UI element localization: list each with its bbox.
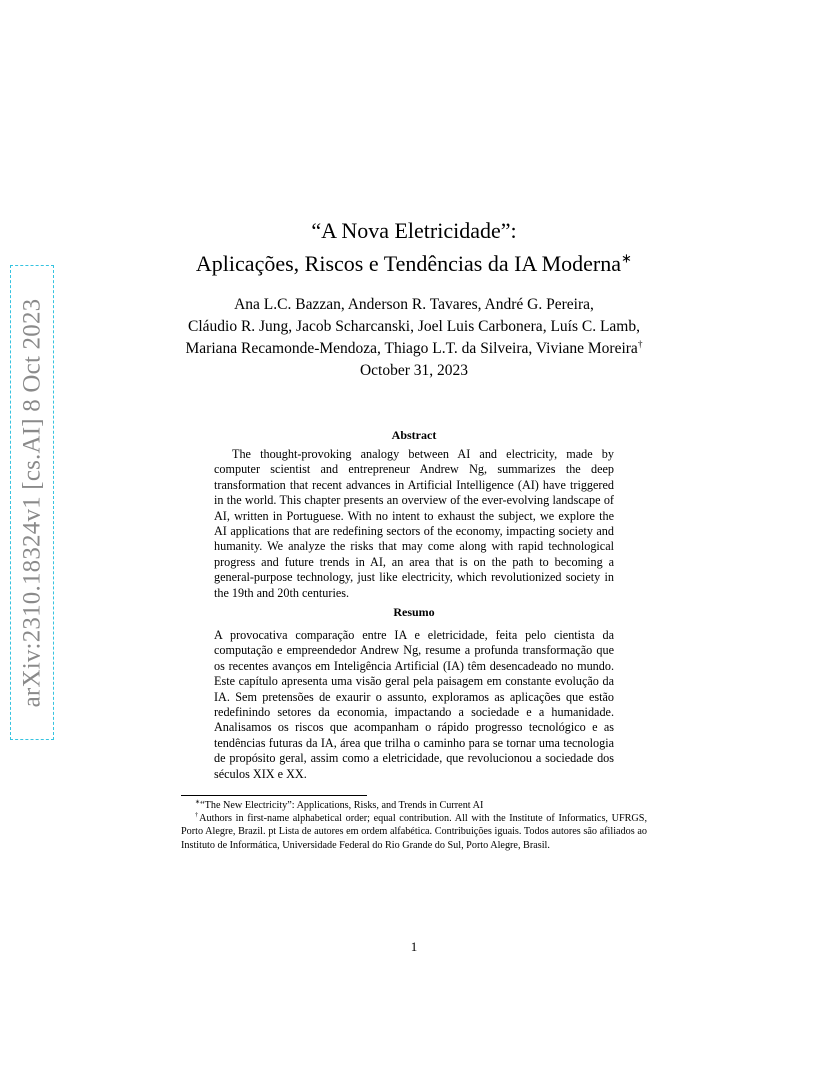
author-line-2: Cláudio R. Jung, Jacob Scharcanski, Joel Luis Carbonera, Luís C. Lamb, bbox=[187, 318, 640, 335]
title-footnote-mark: ∗ bbox=[621, 250, 633, 266]
author-line-3-text: Mariana Recamonde-Mendoza, Thiago L.T. da Silveira, Viviane Moreira bbox=[185, 340, 638, 357]
resumo-heading: Resumo bbox=[393, 605, 435, 619]
footnote-2-text: Authors in first-name alphabetical order; equal contribution. All with the Institute of Informatics, UFRGS, Porto Alegre, Brazil. pt Lista de autores em ordem alfabética. Contribuições iguais. Todos autores são afiliados ao Instituto de Informática, Universidade Federal do Rio Grande do Sul, Porto Alegre, Brasil. bbox=[181, 813, 647, 851]
footnotes bbox=[181, 799, 647, 852]
footnote-2 bbox=[181, 812, 647, 852]
footnote-2-mark: † bbox=[195, 812, 200, 819]
author-line-1: Ana L.C. Bazzan, Anderson R. Tavares, André G. Pereira, bbox=[234, 296, 594, 313]
author-line-3 bbox=[150, 338, 678, 360]
abstract-text: The thought-provoking analogy between AI and electricity, made by computer scientist and entrepreneur Andrew Ng, summarizes the deep transformation that recent advances in Artificial Intelligence (AI) have triggered in the world. This chapter presents an overview of the ever-evolving landscape of AI, written in Portuguese. With no intent to exhaust the subject, we explore the AI applications that are redefining sectors of the economy, impacting society and humanity. We analyze the risks that may come along with rapid technological progress and future trends in AI, an area that is on the path to becoming a general-purpose technology, just like electricity, which revolutionized society in the 19th and 20th centuries. bbox=[214, 447, 614, 600]
author-footnote-mark: † bbox=[637, 339, 643, 350]
paper-date: October 31, 2023 bbox=[359, 362, 469, 379]
paper-title bbox=[150, 214, 678, 280]
arxiv-stamp bbox=[10, 265, 54, 740]
title-line-1: “A Nova Eletricidade”: bbox=[311, 218, 517, 243]
footnote-1-text: “The New Electricity”: Applications, Risks, and Trends in Current AI bbox=[200, 800, 484, 811]
resumo-text: A provocativa comparação entre IA e eletricidade, feita pelo cientista da computação e empreendedor Andrew Ng, resume a profunda transformação que os recentes avanços em Inteligência Artificial (IA) têm desencadeado no mundo. Este capítulo apresenta uma visão geral pela paisagem em constante evolução da IA. Sem pretensões de exaurir o assunto, exploramos as aplicações que estão redefinindo setores da economia, impactando a sociedade e a humanidade. Analisamos os riscos que acompanham o rápido progresso tecnológico e as tendências futuras da IA, área que trilha o caminho para se tornar uma tecnologia de propósito geral, assim como a eletricidade, que revolucionou a sociedade dos séculos XIX e XX. bbox=[214, 628, 614, 781]
footnote-1-mark: ∗ bbox=[195, 799, 201, 806]
footnote-rule bbox=[181, 795, 367, 796]
footnote-1 bbox=[181, 799, 647, 812]
page-number: 1 bbox=[410, 939, 418, 954]
title-line-2-text: Aplicações, Riscos e Tendências da IA Moderna bbox=[195, 251, 622, 276]
author-list bbox=[150, 294, 678, 360]
arxiv-stamp-text: arXiv:2310.18324v1 [cs.AI] 8 Oct 2023 bbox=[18, 298, 45, 707]
title-line-2 bbox=[150, 247, 678, 280]
abstract-heading: Abstract bbox=[391, 428, 437, 442]
